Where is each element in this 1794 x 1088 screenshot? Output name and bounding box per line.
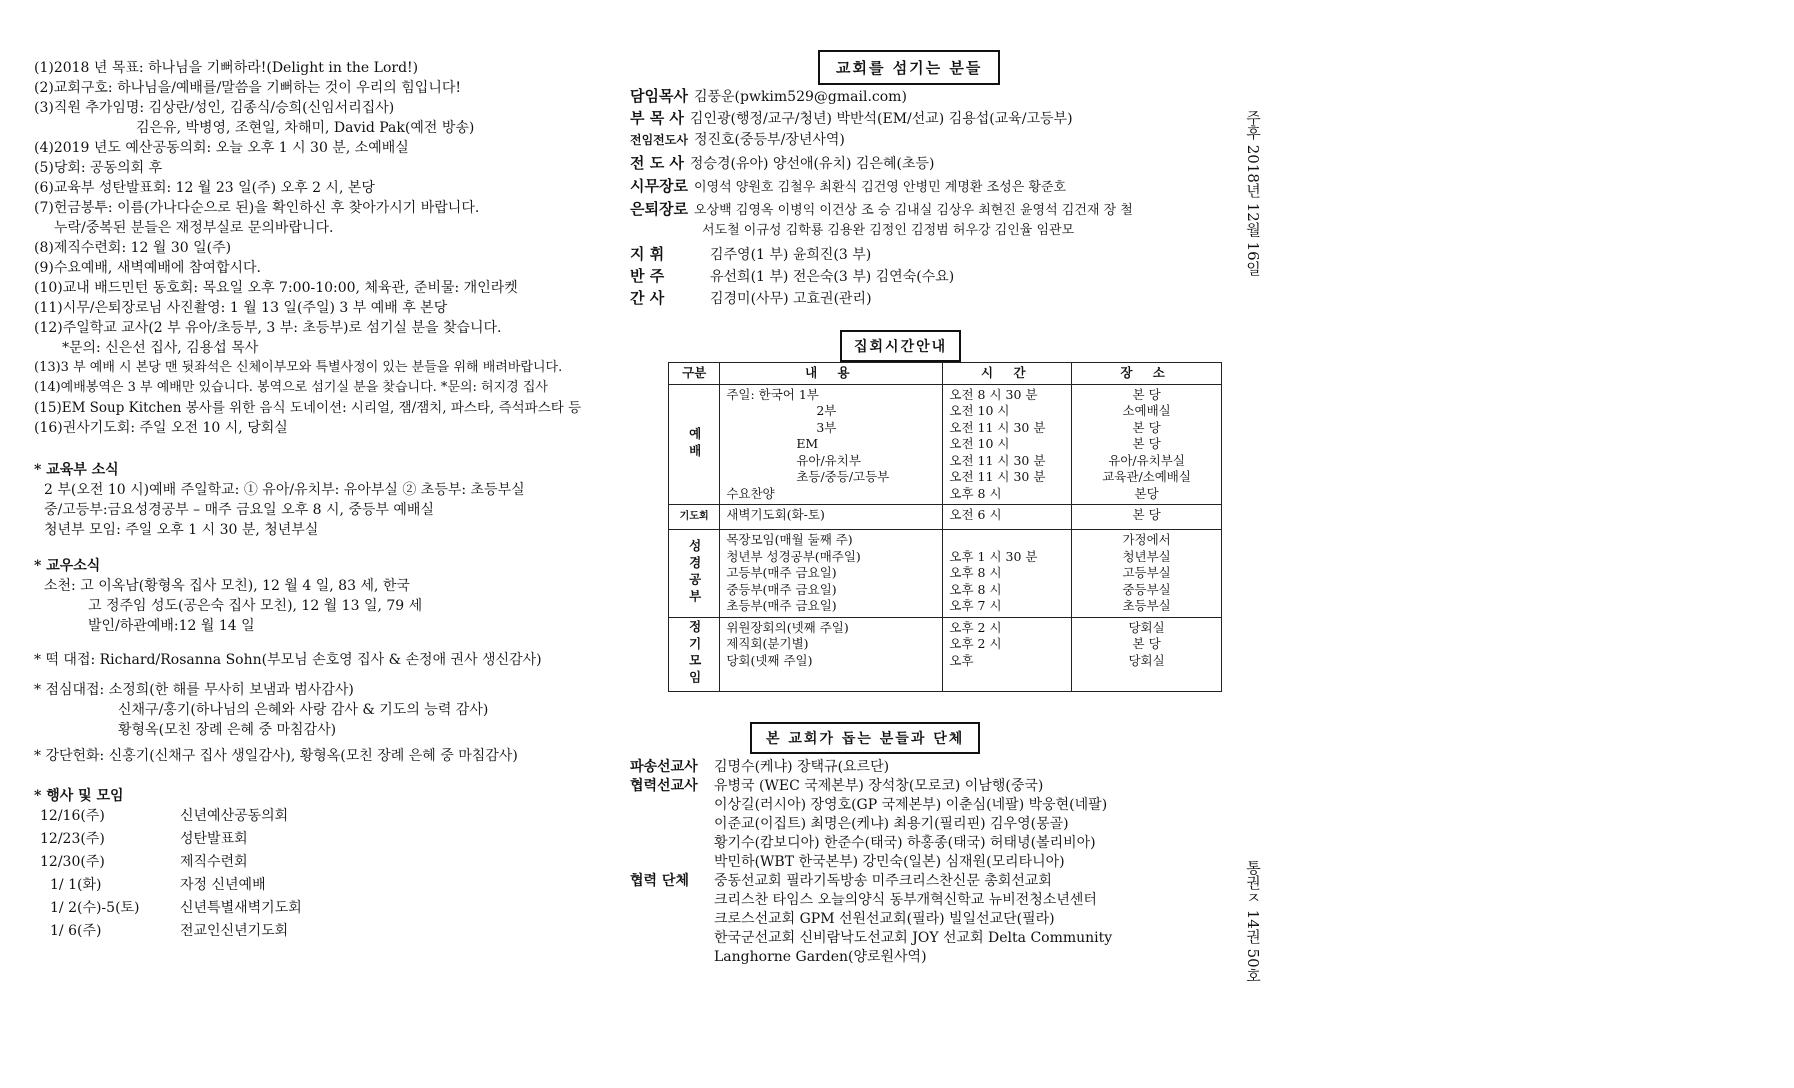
education-heading: * 교육부 소식 xyxy=(34,462,119,478)
announcement-item: (6)교육부 성탄발표회: 12 월 23 일(주) 오후 2 시, 본당 xyxy=(34,180,375,196)
schedule-place: 당회실 본 당 당회실 xyxy=(1072,617,1222,691)
missions-row xyxy=(630,872,1052,891)
schedule-row-prayer xyxy=(669,505,1222,530)
staff-role: 지 휘 xyxy=(630,245,665,263)
flowers-line: * 강단헌화: 신홍기(신채구 집사 생일감사), 황형옥(모친 장례 은혜 중 마침감사) xyxy=(34,748,518,764)
schedule-header: 구분 xyxy=(669,363,720,385)
event-date: 12/30(주) xyxy=(40,854,105,870)
missions-row xyxy=(714,948,927,967)
lunch-line: * 점심대접: 소정희(한 해를 무사히 보냄과 범사감사) xyxy=(34,682,354,698)
announcement-item: (16)권사기도회: 주일 오전 10 시, 당회실 xyxy=(34,420,288,436)
schedule-header: 시 간 xyxy=(943,363,1072,385)
missions-text: 이준교(이집트) 최명은(케냐) 최용기(필리핀) 김우영(몽골) xyxy=(714,816,1069,832)
missions-text: 크리스찬 타임스 오늘의양식 동부개혁신학교 뉴비전청소년센터 xyxy=(714,892,1097,908)
announcement-item: (1)2018 년 목표: 하나님을 기뻐하라!(Delight in the Lord!) xyxy=(34,60,419,76)
staff-names: 유선희(1 부) 전은숙(3 부) 김연숙(수요) xyxy=(710,269,955,285)
missions-title: 본 교회가 돕는 분들과 단체 xyxy=(750,722,980,754)
missions-row xyxy=(714,910,1055,929)
staff-role: 전임전도사 xyxy=(630,133,688,147)
missions-row xyxy=(714,834,1096,853)
schedule-table xyxy=(668,362,1222,692)
lunch-line: 황형옥(모친 장례 은혜 중 마침감사) xyxy=(118,722,337,738)
schedule-content: 위원장회의(넷째 주일) 제직회(분기별) 당회(넷째 주일) xyxy=(720,617,943,691)
staff-row xyxy=(630,86,907,107)
staff-role: 간 사 xyxy=(630,289,665,307)
schedule-time: 오전 8 시 30 분 오전 10 시 오전 11 시 30 분 오전 10 시 오전 11 시 30 분 오전 11 시 30 분 오후 8 시 xyxy=(943,384,1072,505)
staff-names: 김풍운(pwkim529@gmail.com) xyxy=(693,89,907,105)
schedule-place: 가정에서 청년부실 고등부실 중등부실 초등부실 xyxy=(1072,530,1222,618)
event-name: 신년예산공동의회 xyxy=(180,808,289,824)
schedule-content: 주일: 한국어 1부 2부 3부 EM 유아/유치부 초등/중등/고등부 수요찬양 xyxy=(720,384,943,505)
schedule-category: 정 기 모 임 xyxy=(669,617,720,691)
missions-text: Langhorne Garden(양로원사역) xyxy=(714,949,927,965)
announcement-item: (10)교내 배드민턴 동호회: 목요일 오후 7:00-10:00, 체육관, 준비물: 개인라켓 xyxy=(34,280,518,296)
schedule-place: 본 당 xyxy=(1072,505,1222,530)
news-heading: * 교우소식 xyxy=(34,558,101,574)
announcement-item: *문의: 신은선 집사, 김용섭 목사 xyxy=(62,340,259,356)
missions-text: 이상길(러시아) 장영호(GP 국제본부) 이춘심(네팔) 박웅현(네팔) xyxy=(714,797,1108,813)
education-line: 중/고등부:금요성경공부 – 매주 금요일 오후 8 시, 중등부 예배실 xyxy=(44,502,434,518)
event-name: 제직수련회 xyxy=(180,854,248,870)
staff-names: 김주영(1 부) 윤희진(3 부) xyxy=(710,247,872,263)
staff-names: 정진호(중등부/장년사역) xyxy=(693,132,845,148)
staff-row xyxy=(630,199,1133,221)
announcement-item: (15)EM Soup Kitchen 봉사를 위한 음식 도네이션: 시리얼, 잼/잼치, 파스타, 즉석파스타 등 xyxy=(34,400,582,416)
announcement-item: (9)수요예배, 새벽예배에 참여합시다. xyxy=(34,260,261,276)
event-date: 1/ 1(화) xyxy=(50,877,102,893)
news-line: 고 정주임 성도(공은숙 집사 모친), 12 월 13 일, 79 세 xyxy=(88,598,423,614)
staff-names: 김인광(행정/교구/청년) 박반석(EM/선교) 김용섭(교육/고등부) xyxy=(689,111,1073,127)
staff-row xyxy=(630,176,1066,198)
staff-row xyxy=(630,130,845,150)
event-name: 자정 신년예배 xyxy=(180,877,266,893)
announcement-item: (3)직원 추가임명: 김상란/성인, 김종식/승희(신임서리집사) xyxy=(34,100,395,116)
event-date: 12/23(주) xyxy=(40,831,105,847)
event-date: 1/ 2(수)-5(토) xyxy=(50,900,140,916)
schedule-title: 집회시간안내 xyxy=(840,330,961,362)
schedule-header: 내 용 xyxy=(720,363,943,385)
rice-cake-line: * 떡 대접: Richard/Rosanna Sohn(부모님 손호영 집사 & 손정애 권사 생신감사) xyxy=(34,652,542,668)
announcement-item: (4)2019 년도 예산공동의회: 오늘 오후 1 시 30 분, 소예배실 xyxy=(34,140,409,156)
missions-row xyxy=(714,929,1112,948)
schedule-header: 장 소 xyxy=(1072,363,1222,385)
missions-text: 박민하(WBT 한국본부) 강민숙(일본) 심재원(모리타니아) xyxy=(714,854,1065,870)
missions-label: 협력 단체 xyxy=(630,873,689,889)
schedule-content: 새벽기도회(화-토) xyxy=(720,505,943,530)
schedule-category: 예 배 xyxy=(669,384,720,505)
schedule-category: 기도회 xyxy=(669,505,720,530)
missions-text: 한국군선교회 신비람낙도선교회 JOY 선교회 Delta Community xyxy=(714,930,1113,946)
staff-row xyxy=(630,266,954,287)
announcement-item: 누락/중복된 분들은 재정부실로 문의바랍니다. xyxy=(54,220,334,236)
announcement-item: (11)시무/은퇴장로님 사진촬영: 1 월 13 일(주일) 3 부 예배 후 본당 xyxy=(34,300,448,316)
missions-text: 크로스선교회 GPM 선원선교회(필라) 빌일선교단(필라) xyxy=(714,911,1055,927)
schedule-time: 오후 1 시 30 분 오후 8 시 오후 8 시 오후 7 시 xyxy=(943,530,1072,618)
schedule-place: 본 당 소예배실 본 당 본 당 유아/유치부실 교육관/소예배실 본당 xyxy=(1072,384,1222,505)
schedule-row-bible xyxy=(669,530,1222,618)
missions-label: 파송선교사 xyxy=(630,759,698,775)
schedule-time: 오후 2 시 오후 2 시 오후 xyxy=(943,617,1072,691)
missions-text: 김명수(케냐) 장택규(요르단) xyxy=(714,759,890,775)
lunch-line: 신채구/홍기(하나님의 은혜와 사랑 감사 & 기도의 능력 감사) xyxy=(118,702,489,718)
staff-row xyxy=(630,108,1073,129)
missions-row xyxy=(714,891,1097,910)
staff-row xyxy=(702,221,1074,241)
schedule-header-row xyxy=(669,363,1222,385)
schedule-time: 오전 6 시 xyxy=(943,505,1072,530)
staff-names: 이영석 양원호 김철우 최환식 김건영 안병민 계명환 조성은 황준호 xyxy=(693,180,1067,195)
missions-row xyxy=(714,853,1065,872)
staff-names: 오상백 김영옥 이병익 이건상 조 승 김내실 김상우 최현진 윤영석 김건재 장 철 xyxy=(693,203,1133,218)
events-heading: * 행사 및 모임 xyxy=(34,788,124,804)
event-name: 전교인신년기도회 xyxy=(180,923,289,939)
staff-title: 교회를 섬기는 분들 xyxy=(818,50,1000,85)
announcement-item: (5)당회: 공동의회 후 xyxy=(34,160,163,176)
bulletin-date: 주후 2018년 12월 16일 xyxy=(1244,110,1262,276)
event-name: 신년특별새벽기도회 xyxy=(180,900,302,916)
missions-text: 유병국 (WEC 국제본부) 장석창(모로코) 이남행(중국) xyxy=(714,778,1044,794)
announcement-item: (12)주일학교 교사(2 부 유아/초등부, 3 부: 초등부)로 섬기실 분을 찾습니다. xyxy=(34,320,502,336)
education-line: 2 부(오전 10 시)예배 주일학교: ① 유아/유치부: 유아부실 ② 초등부: 초등부실 xyxy=(44,482,525,498)
education-line: 청년부 모임: 주일 오후 1 시 30 분, 청년부실 xyxy=(44,522,319,538)
staff-names: 정승경(유아) 양선애(유치) 김은혜(초등) xyxy=(689,156,935,172)
staff-names: 서도철 이규성 김학룡 김용완 김정인 김정범 허우강 김인율 임관모 xyxy=(702,223,1075,238)
schedule-category: 성 경 공 부 xyxy=(669,530,720,618)
staff-row xyxy=(630,153,934,174)
event-date: 1/ 6(주) xyxy=(50,923,102,939)
staff-names: 김경미(사무) 고효권(관리) xyxy=(710,291,872,307)
missions-row xyxy=(630,777,1043,796)
announcement-item: (7)헌금봉투: 이름(가나다순으로 된)을 확인하신 후 찾아가시기 바랍니다. xyxy=(34,200,480,216)
issue-number: 통권ㅈ 14권 50호 xyxy=(1244,860,1262,983)
schedule-row-worship xyxy=(669,384,1222,505)
announcement-item: (13)3 부 예배 시 본당 맨 뒷좌석은 신체이부모와 특별사정이 있는 분들을 위해 배려바랍니다. xyxy=(34,360,563,375)
missions-row xyxy=(714,815,1069,834)
staff-role: 반 주 xyxy=(630,267,665,285)
event-name: 성탄발표회 xyxy=(180,831,248,847)
schedule-row-meeting xyxy=(669,617,1222,691)
announcement-item: (14)예배봉역은 3 부 예배만 있습니다. 봉역으로 섬기실 분을 찾습니다. *문의: 허지경 집사 xyxy=(34,380,548,395)
staff-role: 은퇴장로 xyxy=(630,200,688,218)
staff-row xyxy=(630,288,872,309)
announcement-item: 김은유, 박병영, 조현일, 차해미, David Pak(예전 방송) xyxy=(136,120,475,136)
missions-row xyxy=(630,758,889,777)
staff-role: 담임목사 xyxy=(630,87,688,105)
schedule-content: 목장모임(매월 둘째 주) 청년부 성경공부(매주일) 고등부(매주 금요일) 중등부(매주 금요일) 초등부(매주 금요일) xyxy=(720,530,943,618)
staff-role: 전 도 사 xyxy=(630,154,684,172)
event-date: 12/16(주) xyxy=(40,808,105,824)
staff-row xyxy=(630,244,871,265)
news-line: 발인/하관예배:12 월 14 일 xyxy=(88,618,255,634)
announcement-item: (8)제직수련회: 12 월 30 일(주) xyxy=(34,240,232,256)
missions-text: 중동선교회 필라기독방송 미주크리스찬신문 총회선교회 xyxy=(714,873,1052,889)
news-line: 소천: 고 이옥남(황형옥 집사 모친), 12 월 4 일, 83 세, 한국 xyxy=(44,578,410,594)
missions-row xyxy=(714,796,1107,815)
missions-text: 황기수(캄보디아) 한준수(태국) 하홍종(태국) 허태녕(볼리비아) xyxy=(714,835,1096,851)
missions-label: 협력선교사 xyxy=(630,778,698,794)
announcement-item: (2)교회구호: 하나님을/예배를/말씀을 기뻐하는 것이 우리의 힘입니다! xyxy=(34,80,462,96)
staff-role: 부 목 사 xyxy=(630,109,684,127)
staff-role: 시무장로 xyxy=(630,177,688,195)
